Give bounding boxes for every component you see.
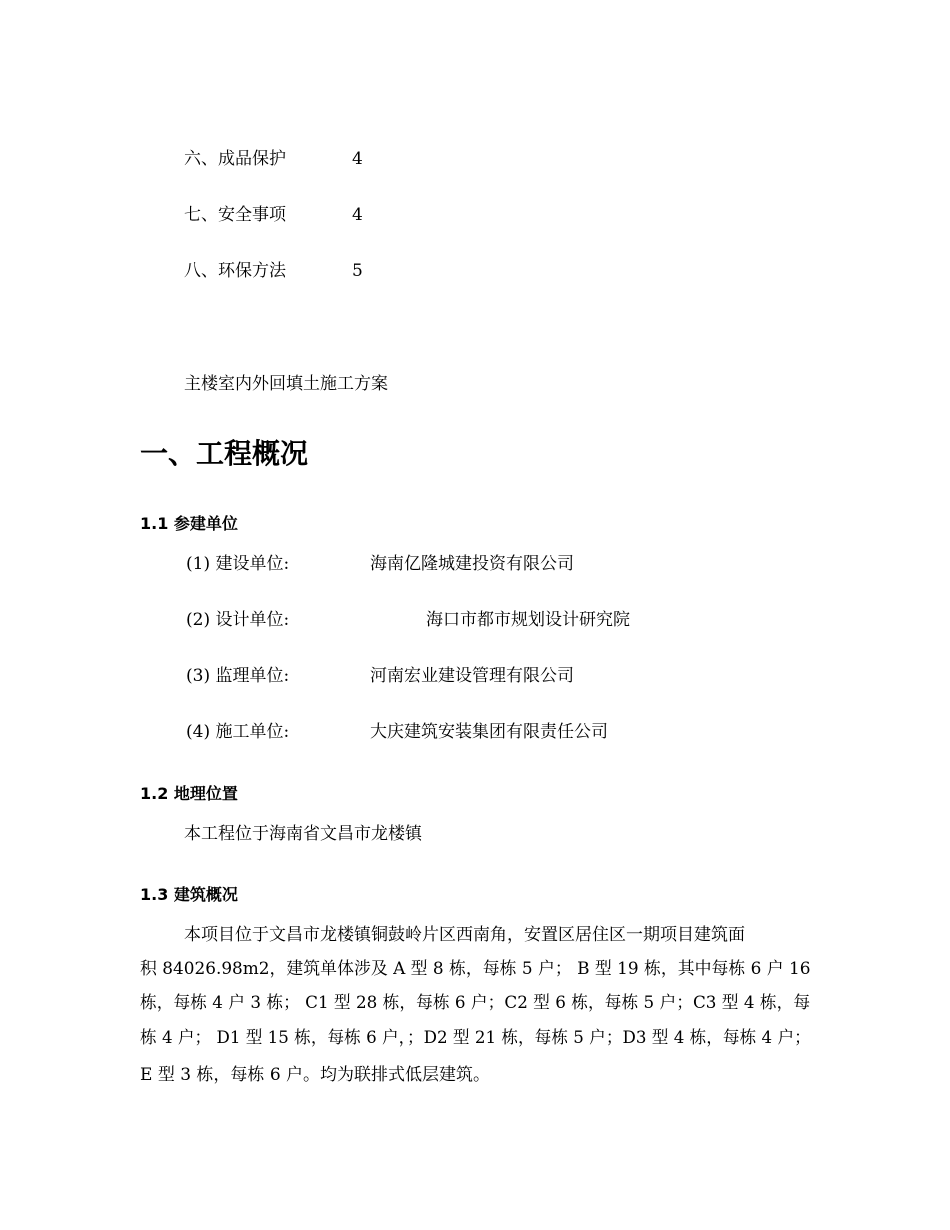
document-title: 主楼室内外回填土施工方案 [184,374,388,394]
toc-item[interactable] [184,204,363,226]
toc-item-label: 七、安全事项 [184,205,286,225]
toc-item-page: 4 [352,149,363,169]
subsection-heading: 1.2 地理位置 [140,784,238,803]
toc-item-page: 5 [352,261,363,281]
toc-item[interactable] [184,148,363,170]
participant-value: 河南宏业建设管理有限公司 [370,666,574,686]
participant-value: 海南亿隆城建投资有限公司 [370,554,574,574]
participant-row [186,609,630,631]
paragraph-line: E 型 3 栋，每栋 6 户。均为联排式低层建筑。 [140,1065,491,1085]
participant-row [186,721,608,743]
participant-value: 海口市都市规划设计研究院 [426,610,630,630]
participant-label: (1) 建设单位: [186,554,290,574]
location-text: 本工程位于海南省文昌市龙楼镇 [184,824,422,844]
paragraph-line: 栋 4 户； D1 型 15 栋，每栋 6 户，；D2 型 21 栋，每栋 5 户；D3 型 4 栋，每栋 4 户； [140,1028,811,1048]
subsection-heading: 1.1 参建单位 [140,514,238,533]
paragraph-line: 栋，每栋 4 户 3 栋； C1 型 28 栋，每栋 6 户；C2 型 6 栋，每栋 5 户；C3 型 4 栋，每 [140,993,811,1013]
paragraph-line: 积 84026.98m2，建筑单体涉及 A 型 8 栋，每栋 5 户； B 型 19 栋，其中每栋 6 户 16 [140,959,811,979]
participant-label: (3) 监理单位: [186,666,290,686]
toc-item-label: 六、成品保护 [184,149,286,169]
participant-value: 大庆建筑安装集团有限责任公司 [370,722,608,742]
toc-item-page: 4 [352,205,363,225]
participant-row [186,665,574,687]
toc-item[interactable] [184,260,363,282]
toc-item-label: 八、环保方法 [184,261,286,281]
paragraph-line: 本项目位于文昌市龙楼镇铜鼓岭片区西南角，安置区居住区一期项目建筑面 [184,925,745,945]
participant-row [186,553,574,575]
participant-label: (4) 施工单位: [186,722,290,742]
subsection-heading: 1.3 建筑概况 [140,885,238,904]
section-heading: 一、工程概况 [140,437,309,470]
participant-label: (2) 设计单位: [186,610,290,630]
